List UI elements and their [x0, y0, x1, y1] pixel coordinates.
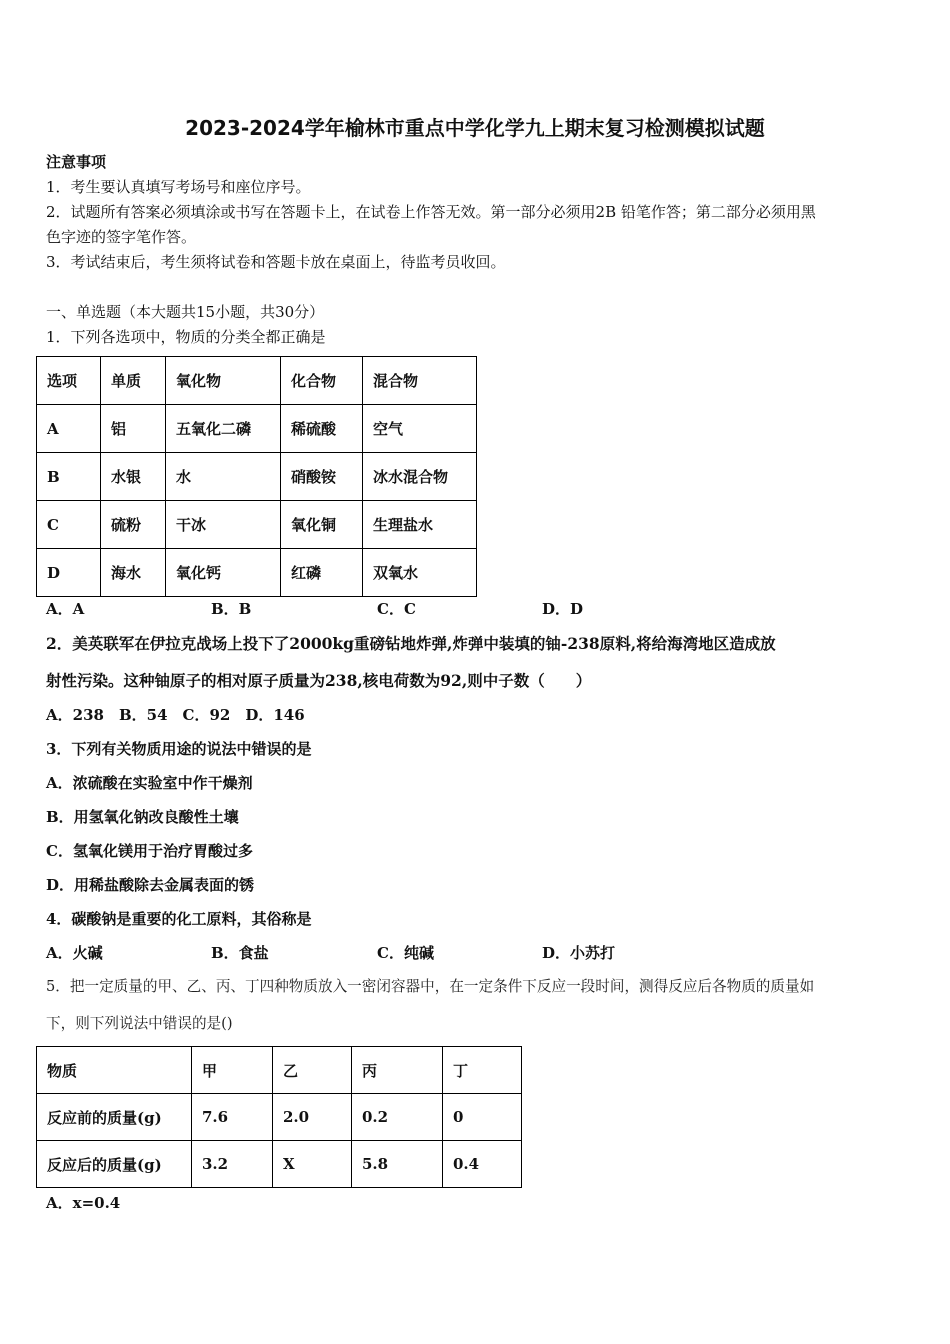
q5-table	[36, 1046, 522, 1188]
notice-item-2: 2．试题所有答案必须填涂或书写在答题卡上，在试卷上作答无效。第一部分必须用2B 铅笔作答；第二部分必须用黑	[46, 203, 816, 221]
table-cell: C	[37, 501, 101, 549]
table-cell: 干冰	[166, 501, 281, 549]
q4-option-b: B．食盐	[211, 944, 269, 962]
table-cell: 氧化钙	[166, 549, 281, 597]
table-cell: 冰水混合物	[363, 453, 477, 501]
notice-item-3: 3．考试结束后，考生须将试卷和答题卡放在桌面上，待监考员收回。	[46, 253, 506, 271]
table-row	[37, 1141, 522, 1188]
q1-option-b: B．B	[211, 600, 252, 618]
table-cell: 7.6	[192, 1094, 273, 1141]
table-cell: 0.4	[443, 1141, 522, 1188]
table-row	[37, 1094, 522, 1141]
table-cell: 0	[443, 1094, 522, 1141]
table-cell: 氧化物	[166, 357, 281, 405]
q1-table	[36, 356, 477, 597]
table-cell: 丙	[352, 1047, 443, 1094]
table-cell: 稀硫酸	[281, 405, 363, 453]
table-cell: 化合物	[281, 357, 363, 405]
q2-stem-line2: 射性污染。这种铀原子的相对原子质量为238,核电荷数为92,则中子数（ ）	[46, 671, 592, 690]
table-row	[37, 501, 477, 549]
table-cell: 五氧化二磷	[166, 405, 281, 453]
notice-heading: 注意事项	[46, 153, 107, 171]
q3-option-c: C．氢氧化镁用于治疗胃酸过多	[46, 842, 253, 860]
table-cell: 甲	[192, 1047, 273, 1094]
table-cell: 双氧水	[363, 549, 477, 597]
table-cell: 红磷	[281, 549, 363, 597]
table-header-row	[37, 1047, 522, 1094]
table-cell: 海水	[101, 549, 166, 597]
table-row	[37, 453, 477, 501]
page-title: 2023-2024学年榆林市重点中学化学九上期末复习检测模拟试题	[185, 116, 765, 140]
table-cell: 硫粉	[101, 501, 166, 549]
q5-option-a: A．x=0.4	[46, 1194, 121, 1212]
table-cell: A	[37, 405, 101, 453]
q4-option-a: A．火碱	[46, 944, 103, 962]
table-cell: 硝酸铵	[281, 453, 363, 501]
table-cell: 空气	[363, 405, 477, 453]
q3-stem: 3．下列有关物质用途的说法中错误的是	[46, 740, 312, 758]
table-cell: 2.0	[273, 1094, 352, 1141]
table-cell: X	[273, 1141, 352, 1188]
table-row	[37, 405, 477, 453]
table-cell: 反应后的质量(g)	[37, 1141, 192, 1188]
table-cell: 选项	[37, 357, 101, 405]
q1-option-c: C．C	[377, 600, 416, 618]
q2-stem-line1: 2．美英联军在伊拉克战场上投下了2000kg重磅钻地炸弹,炸弹中装填的铀-238原料,将给海湾地区造成放	[46, 634, 776, 653]
q3-option-b: B．用氢氧化钠改良酸性土壤	[46, 808, 239, 826]
table-cell: 单质	[101, 357, 166, 405]
q2-options: A．238 B．54 C．92 D．146	[46, 706, 305, 724]
q4-option-d: D．小苏打	[542, 944, 616, 962]
notice-item-1: 1．考生要认真填写考场号和座位序号。	[46, 178, 311, 196]
notice-item-2-cont: 色字迹的签字笔作答。	[46, 228, 197, 246]
q1-stem: 1．下列各选项中，物质的分类全都正确是	[46, 328, 326, 346]
q4-stem: 4．碳酸钠是重要的化工原料，其俗称是	[46, 910, 312, 928]
table-cell: 铝	[101, 405, 166, 453]
table-cell: 水银	[101, 453, 166, 501]
table-cell: 氧化铜	[281, 501, 363, 549]
table-header-row	[37, 357, 477, 405]
table-cell: B	[37, 453, 101, 501]
table-cell: 水	[166, 453, 281, 501]
table-cell: 5.8	[352, 1141, 443, 1188]
q5-stem-line2: 下，则下列说法中错误的是()	[46, 1015, 233, 1032]
q3-option-a: A．浓硫酸在实验室中作干燥剂	[46, 774, 253, 792]
q3-option-d: D．用稀盐酸除去金属表面的锈	[46, 876, 255, 894]
table-cell: 3.2	[192, 1141, 273, 1188]
table-cell: 丁	[443, 1047, 522, 1094]
table-cell: 物质	[37, 1047, 192, 1094]
table-cell: 生理盐水	[363, 501, 477, 549]
table-cell: 乙	[273, 1047, 352, 1094]
q1-option-d: D．D	[542, 600, 584, 618]
section-heading: 一、单选题（本大题共15小题，共30分）	[46, 303, 325, 321]
table-row	[37, 549, 477, 597]
table-cell: 反应前的质量(g)	[37, 1094, 192, 1141]
q1-option-a: A．A	[46, 600, 85, 618]
table-cell: D	[37, 549, 101, 597]
table-cell: 混合物	[363, 357, 477, 405]
q5-stem-line1: 5．把一定质量的甲、乙、丙、丁四种物质放入一密闭容器中，在一定条件下反应一段时间，测得反应后各物质的质量如	[46, 978, 815, 995]
q4-option-c: C．纯碱	[377, 944, 434, 962]
table-cell: 0.2	[352, 1094, 443, 1141]
